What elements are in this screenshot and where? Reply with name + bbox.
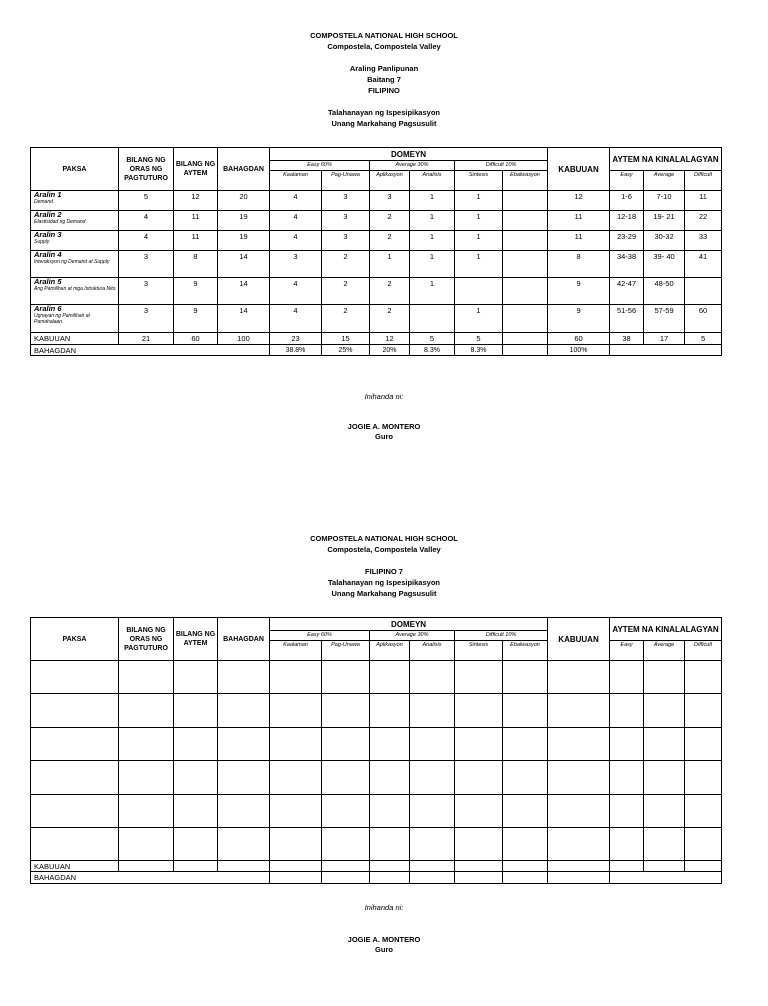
blank-cell (610, 761, 644, 795)
col-paksa: PAKSA (31, 618, 119, 661)
col-difficult: Difficult 10% (455, 631, 548, 641)
lesson-cell (31, 231, 119, 251)
cell-kabuuan: 11 (548, 231, 610, 251)
cell-difficult (685, 278, 722, 305)
cell-sintesis (455, 278, 503, 305)
blank-cell (270, 795, 322, 828)
blank-cell (322, 661, 370, 694)
cell-difficult: 33 (685, 231, 722, 251)
blank-cell (410, 761, 455, 795)
cell-oras: 4 (119, 211, 174, 231)
cell-kaalaman: 4 (270, 305, 322, 333)
cell-easy: 12-18 (610, 211, 644, 231)
blank-cell (218, 761, 270, 795)
blank-cell (370, 728, 410, 761)
cell-average: 39- 40 (644, 251, 685, 278)
cell-pagunawa: 3 (322, 231, 370, 251)
cell-difficult: 41 (685, 251, 722, 278)
cell-bahagdan: 19 (218, 231, 270, 251)
blank-cell (410, 661, 455, 694)
blank-cell (270, 661, 322, 694)
table-row (31, 191, 722, 211)
cell-difficult: 60 (685, 305, 722, 333)
cell-aplikasyon: 1 (370, 251, 410, 278)
table-row (31, 231, 722, 251)
cell-kabuuan: 11 (548, 211, 610, 231)
subject: Araling Panlipunan (349, 64, 419, 73)
col-kabuuan: KABUUAN (548, 618, 610, 661)
lesson-cell (31, 305, 119, 333)
blank-cell (270, 694, 322, 728)
blank-cell (322, 795, 370, 828)
table-row (31, 828, 722, 861)
table-row (31, 278, 722, 305)
total-row: KABUUAN 21 60 100 23 15 12 5 5 60 38 17 5 (31, 333, 722, 345)
cell-average: 19- 21 (644, 211, 685, 231)
col-aytem: BILANG NG AYTEM (174, 148, 218, 191)
col-pagunawa: Pag-Unawa (322, 641, 370, 661)
blank-cell (503, 761, 548, 795)
lesson-title: Aralin 5 (34, 277, 62, 286)
doc-title: Talahanayan ng Ispesipikasyon (328, 578, 440, 587)
cell-kabuuan: 12 (548, 191, 610, 211)
teacher-name: JOGIE A. MONTERO (347, 422, 421, 431)
cell-sintesis: 1 (455, 231, 503, 251)
cell-bahagdan: 14 (218, 278, 270, 305)
col-average: Average 30% (370, 161, 455, 171)
col-analisis: Analisis (410, 641, 455, 661)
col-easy: Easy 60% (270, 161, 370, 171)
total-row: KABUUAN (31, 861, 722, 872)
blank-cell (685, 694, 722, 728)
lesson-subtitle: Demand (34, 199, 53, 205)
blank-cell (610, 728, 644, 761)
cell-kaalaman: 3 (270, 251, 322, 278)
doc-subtitle: Unang Markahang Pagsusulit (331, 119, 437, 128)
blank-cell (455, 728, 503, 761)
blank-cell (218, 694, 270, 728)
school-address: Compostela, Compostela Valley (327, 545, 441, 554)
lesson-cell (31, 211, 119, 231)
cell-aplikasyon: 2 (370, 278, 410, 305)
blank-cell (174, 728, 218, 761)
blank-cell (370, 694, 410, 728)
header-1 (0, 30, 768, 129)
lesson-subtitle: Interaksyon ng Demand at Supply (34, 259, 110, 265)
blank-cell (322, 761, 370, 795)
blank-cell (174, 694, 218, 728)
blank-cell (644, 828, 685, 861)
cell-aytem: 9 (174, 305, 218, 333)
lesson-title: Aralin 3 (34, 230, 62, 239)
cell-kaalaman: 4 (270, 191, 322, 211)
teacher-role: Guro (375, 945, 393, 954)
col-kabuuan: KABUUAN (548, 148, 610, 191)
col-aytem-loc: AYTEM NA KINALALAGYAN (610, 148, 722, 171)
cell-ebalwasyon (503, 251, 548, 278)
table-row (31, 661, 722, 694)
blank-cell (503, 795, 548, 828)
prepared-label: Inihanda ni: (364, 392, 404, 401)
lesson-title: Aralin 4 (34, 250, 62, 259)
col-difficult: Difficult 10% (455, 161, 548, 171)
blank-cell (644, 728, 685, 761)
cell-difficult: 11 (685, 191, 722, 211)
cell-oras: 5 (119, 191, 174, 211)
blank-cell (455, 661, 503, 694)
table-row (31, 795, 722, 828)
blank-cell (174, 828, 218, 861)
cell-ebalwasyon (503, 231, 548, 251)
cell-average: 48-50 (644, 278, 685, 305)
blank-cell (410, 828, 455, 861)
signature-2 (0, 903, 768, 955)
blank-cell (548, 694, 610, 728)
col-ebalwasyon: Ebalwasyon (503, 171, 548, 191)
cell-oras: 4 (119, 231, 174, 251)
blank-cell (685, 728, 722, 761)
col-loc-easy: Easy (610, 171, 644, 191)
cell-sintesis: 1 (455, 305, 503, 333)
blank-cell (370, 761, 410, 795)
tos-table-1 (30, 147, 722, 356)
blank-cell (322, 728, 370, 761)
blank-cell (31, 661, 119, 694)
teacher-role: Guro (375, 432, 393, 441)
cell-analisis: 1 (410, 278, 455, 305)
cell-sintesis: 1 (455, 191, 503, 211)
cell-kabuuan: 8 (548, 251, 610, 278)
blank-cell (270, 761, 322, 795)
lesson-cell (31, 278, 119, 305)
blank-cell (410, 694, 455, 728)
blank-cell (174, 761, 218, 795)
blank-cell (322, 828, 370, 861)
lesson-subtitle: Supply (34, 239, 50, 245)
cell-easy: 23-29 (610, 231, 644, 251)
table-row (31, 211, 722, 231)
cell-kaalaman: 4 (270, 278, 322, 305)
blank-cell (119, 694, 174, 728)
cell-ebalwasyon (503, 191, 548, 211)
blank-cell (322, 694, 370, 728)
blank-cell (31, 761, 119, 795)
cell-pagunawa: 3 (322, 211, 370, 231)
cell-bahagdan: 19 (218, 211, 270, 231)
col-sintesis: Sintesis (455, 641, 503, 661)
blank-cell (548, 795, 610, 828)
cell-pagunawa: 2 (322, 278, 370, 305)
lesson-title: Aralin 6 (34, 304, 62, 313)
blank-cell (270, 728, 322, 761)
blank-cell (548, 828, 610, 861)
blank-cell (685, 761, 722, 795)
table-row (31, 694, 722, 728)
blank-cell (455, 761, 503, 795)
cell-bahagdan: 20 (218, 191, 270, 211)
blank-cell (548, 661, 610, 694)
school-name: COMPOSTELA NATIONAL HIGH SCHOOL (310, 31, 458, 40)
blank-cell (119, 728, 174, 761)
lesson-subtitle: Elastisidad ng Demand (34, 219, 86, 225)
cell-bahagdan: 14 (218, 305, 270, 333)
cell-kaalaman: 4 (270, 231, 322, 251)
blank-cell (503, 661, 548, 694)
subject-2: FILIPINO (368, 86, 400, 95)
cell-oras: 3 (119, 305, 174, 333)
lesson-subtitle: Ang Pamilihan at mga Istruktura Nito (34, 286, 116, 292)
col-aytem-loc: AYTEM NA KINALALAGYAN (610, 618, 722, 641)
col-sintesis: Sintesis (455, 171, 503, 191)
cell-oras: 3 (119, 278, 174, 305)
cell-analisis: 1 (410, 211, 455, 231)
col-aplikasyon: Aplikasyon (370, 171, 410, 191)
header-2 (0, 533, 768, 599)
blank-cell (410, 795, 455, 828)
blank-cell (455, 795, 503, 828)
cell-pagunawa: 2 (322, 305, 370, 333)
doc-title: Talahanayan ng Ispesipikasyon (328, 108, 440, 117)
cell-ebalwasyon (503, 278, 548, 305)
col-oras: BILANG NG ORAS NG PAGTUTURO (119, 618, 174, 661)
blank-cell (174, 795, 218, 828)
cell-analisis: 1 (410, 231, 455, 251)
cell-easy: 51-56 (610, 305, 644, 333)
blank-cell (270, 828, 322, 861)
blank-cell (455, 694, 503, 728)
blank-cell (503, 694, 548, 728)
table-body (31, 191, 722, 333)
cell-aytem: 11 (174, 231, 218, 251)
cell-sintesis: 1 (455, 251, 503, 278)
cell-aytem: 8 (174, 251, 218, 278)
cell-pagunawa: 3 (322, 191, 370, 211)
teacher-name: JOGIE A. MONTERO (347, 935, 421, 944)
table-row (31, 728, 722, 761)
blank-cell (218, 728, 270, 761)
table-row (31, 251, 722, 278)
cell-bahagdan: 14 (218, 251, 270, 278)
blank-cell (119, 795, 174, 828)
cell-easy: 42-47 (610, 278, 644, 305)
blank-cell (410, 728, 455, 761)
col-pagunawa: Pag-Unawa (322, 171, 370, 191)
cell-kaalaman: 4 (270, 211, 322, 231)
blank-cell (119, 761, 174, 795)
blank-cell (644, 694, 685, 728)
blank-cell (685, 661, 722, 694)
cell-pagunawa: 2 (322, 251, 370, 278)
cell-kabuuan: 9 (548, 278, 610, 305)
cell-sintesis: 1 (455, 211, 503, 231)
cell-aytem: 9 (174, 278, 218, 305)
col-loc-easy: Easy (610, 641, 644, 661)
col-easy: Easy 60% (270, 631, 370, 641)
doc-subtitle: Unang Markahang Pagsusulit (331, 589, 437, 598)
col-bahagdan: BAHAGDAN (218, 148, 270, 191)
cell-aytem: 11 (174, 211, 218, 231)
lesson-cell (31, 251, 119, 278)
blank-cell (610, 661, 644, 694)
tos-table-2 (30, 617, 722, 884)
cell-average: 57-59 (644, 305, 685, 333)
col-kaalaman: Kaalaman (270, 641, 322, 661)
cell-average: 30-32 (644, 231, 685, 251)
cell-aplikasyon: 2 (370, 211, 410, 231)
grade: Baitang 7 (367, 75, 401, 84)
blank-cell (370, 795, 410, 828)
blank-cell (548, 728, 610, 761)
blank-cell (503, 728, 548, 761)
school-name: COMPOSTELA NATIONAL HIGH SCHOOL (310, 534, 458, 543)
col-loc-difficult: Difficult (685, 641, 722, 661)
blank-cell (370, 661, 410, 694)
blank-cell (31, 728, 119, 761)
col-average: Average 30% (370, 631, 455, 641)
col-domeyn: DOMEYN (270, 148, 548, 161)
col-oras: BILANG NG ORAS NG PAGTUTURO (119, 148, 174, 191)
cell-kabuuan: 9 (548, 305, 610, 333)
col-loc-difficult: Difficult (685, 171, 722, 191)
blank-cell (685, 795, 722, 828)
lesson-title: Aralin 2 (34, 210, 62, 219)
cell-analisis: 1 (410, 251, 455, 278)
col-aytem: BILANG NG AYTEM (174, 618, 218, 661)
blank-cell (119, 661, 174, 694)
table-row (31, 305, 722, 333)
blank-cell (685, 828, 722, 861)
blank-cell (218, 828, 270, 861)
percent-row: BAHAGDAN 38.8% 25% 20% 8.3% 8.3% 100% (31, 345, 722, 356)
blank-cell (548, 761, 610, 795)
col-paksa: PAKSA (31, 148, 119, 191)
table-body-blank (31, 661, 722, 861)
blank-cell (218, 661, 270, 694)
cell-ebalwasyon (503, 305, 548, 333)
blank-cell (370, 828, 410, 861)
cell-oras: 3 (119, 251, 174, 278)
cell-average: 7-10 (644, 191, 685, 211)
blank-cell (218, 795, 270, 828)
blank-cell (610, 795, 644, 828)
blank-cell (31, 828, 119, 861)
col-ebalwasyon: Ebalwasyon (503, 641, 548, 661)
blank-cell (644, 661, 685, 694)
school-address: Compostela, Compostela Valley (327, 42, 441, 51)
blank-cell (31, 795, 119, 828)
col-domeyn: DOMEYN (270, 618, 548, 631)
col-loc-average: Average (644, 641, 685, 661)
blank-cell (644, 761, 685, 795)
cell-aplikasyon: 2 (370, 231, 410, 251)
subject: FILIPINO 7 (365, 567, 403, 576)
percent-row: BAHAGDAN (31, 872, 722, 884)
cell-aytem: 12 (174, 191, 218, 211)
lesson-title: Aralin 1 (34, 190, 62, 199)
blank-cell (503, 828, 548, 861)
blank-cell (610, 828, 644, 861)
col-kaalaman: Kaalaman (270, 171, 322, 191)
cell-difficult: 22 (685, 211, 722, 231)
cell-analisis: 1 (410, 191, 455, 211)
cell-easy: 1-6 (610, 191, 644, 211)
blank-cell (174, 661, 218, 694)
lesson-cell (31, 191, 119, 211)
cell-analisis (410, 305, 455, 333)
signature-1 (0, 392, 768, 442)
lesson-subtitle: Ugnayan ng Pamilihan at Pamahalaan (34, 313, 90, 325)
cell-easy: 34-38 (610, 251, 644, 278)
cell-aplikasyon: 3 (370, 191, 410, 211)
col-analisis: Analisis (410, 171, 455, 191)
prepared-label: Inihanda ni: (364, 903, 404, 912)
blank-cell (31, 694, 119, 728)
col-bahagdan: BAHAGDAN (218, 618, 270, 661)
table-row (31, 761, 722, 795)
col-loc-average: Average (644, 171, 685, 191)
col-aplikasyon: Aplikasyon (370, 641, 410, 661)
blank-cell (644, 795, 685, 828)
blank-cell (610, 694, 644, 728)
cell-ebalwasyon (503, 211, 548, 231)
blank-cell (119, 828, 174, 861)
blank-cell (455, 828, 503, 861)
cell-aplikasyon: 2 (370, 305, 410, 333)
